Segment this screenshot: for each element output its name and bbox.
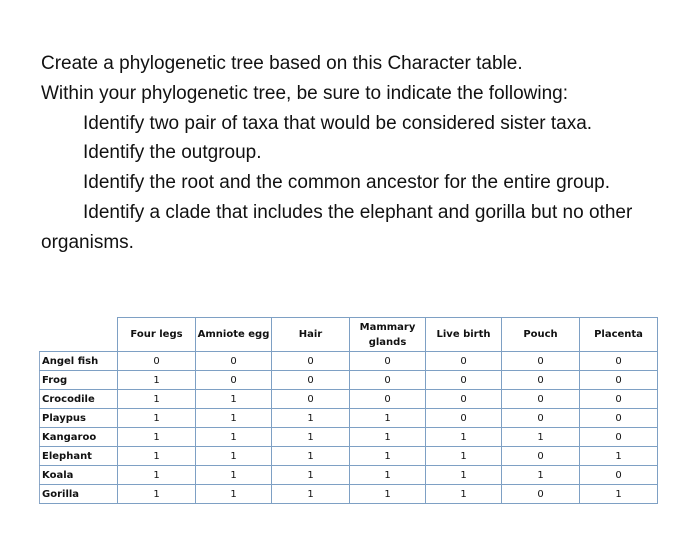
table-cell: 1 [580, 447, 658, 466]
table-cell: 0 [580, 428, 658, 447]
instructions [41, 49, 681, 258]
table-cell: 1 [350, 485, 426, 504]
table-cell: 0 [502, 409, 580, 428]
table-cell: 1 [426, 466, 502, 485]
table-cell: 0 [196, 352, 272, 371]
table-cell: 1 [196, 466, 272, 485]
table-cell: 1 [272, 409, 350, 428]
header-corner [40, 318, 118, 352]
character-table-container [39, 317, 658, 504]
table-cell: 0 [502, 390, 580, 409]
taxon-name: Kangaroo [40, 428, 118, 447]
table-row [40, 466, 658, 485]
table-cell: 1 [502, 466, 580, 485]
table-cell: 1 [196, 428, 272, 447]
table-row [40, 447, 658, 466]
table-cell: 0 [426, 409, 502, 428]
table-cell: 1 [196, 409, 272, 428]
table-cell: 1 [118, 390, 196, 409]
table-row [40, 371, 658, 390]
taxon-name: Gorilla [40, 485, 118, 504]
taxon-name: Elephant [40, 447, 118, 466]
table-cell: 0 [502, 352, 580, 371]
character-table [39, 317, 658, 504]
column-header: Mammary glands [350, 318, 426, 352]
table-cell: 0 [502, 485, 580, 504]
instruction-line-1: Create a phylogenetic tree based on this Character table. [41, 53, 523, 74]
instruction-item-clade: Identify a clade that includes the elephant and gorilla but no other organisms. [41, 201, 633, 253]
taxon-name: Angel fish [40, 352, 118, 371]
table-cell: 0 [350, 371, 426, 390]
table-cell: 1 [350, 428, 426, 447]
table-cell: 0 [580, 371, 658, 390]
column-header: Hair [272, 318, 350, 352]
table-cell: 1 [118, 485, 196, 504]
table-cell: 0 [426, 352, 502, 371]
table-cell: 0 [502, 447, 580, 466]
table-row [40, 352, 658, 371]
table-row [40, 485, 658, 504]
table-cell: 0 [580, 352, 658, 371]
table-cell: 0 [272, 352, 350, 371]
instruction-item-outgroup: Identify the outgroup. [83, 142, 262, 164]
taxon-name: Playpus [40, 409, 118, 428]
taxon-name: Crocodile [40, 390, 118, 409]
column-header: Four legs [118, 318, 196, 352]
table-cell: 0 [580, 390, 658, 409]
table-cell: 1 [350, 447, 426, 466]
column-header: Live birth [426, 318, 502, 352]
table-header-row [40, 318, 658, 352]
table-cell: 0 [426, 390, 502, 409]
table-cell: 1 [272, 485, 350, 504]
table-cell: 0 [502, 371, 580, 390]
column-header: Placenta [580, 318, 658, 352]
column-header: Amniote egg [196, 318, 272, 352]
table-row [40, 409, 658, 428]
table-cell: 0 [350, 352, 426, 371]
table-row [40, 428, 658, 447]
table-cell: 1 [272, 428, 350, 447]
instruction-item-root: Identify the root and the common ancestor for the entire group. [83, 172, 611, 194]
table-cell: 1 [426, 428, 502, 447]
table-cell: 0 [580, 466, 658, 485]
table-cell: 1 [118, 447, 196, 466]
table-cell: 1 [502, 428, 580, 447]
table-cell: 1 [196, 485, 272, 504]
table-cell: 0 [350, 390, 426, 409]
table-cell: 1 [580, 485, 658, 504]
table-cell: 1 [196, 447, 272, 466]
table-row [40, 390, 658, 409]
column-header: Pouch [502, 318, 580, 352]
taxon-name: Frog [40, 371, 118, 390]
instruction-item-sister-taxa: Identify two pair of taxa that would be considered sister taxa. [83, 112, 593, 134]
table-cell: 0 [118, 352, 196, 371]
taxon-name: Koala [40, 466, 118, 485]
table-cell: 1 [272, 447, 350, 466]
table-cell: 0 [196, 371, 272, 390]
table-cell: 1 [350, 409, 426, 428]
table-cell: 1 [350, 466, 426, 485]
table-cell: 0 [272, 390, 350, 409]
instruction-line-2: Within your phylogenetic tree, be sure to indicate the following: [41, 82, 569, 104]
table-cell: 0 [272, 371, 350, 390]
table-cell: 1 [118, 371, 196, 390]
table-cell: 0 [580, 409, 658, 428]
table-cell: 1 [426, 485, 502, 504]
table-cell: 0 [426, 371, 502, 390]
table-cell: 1 [196, 390, 272, 409]
table-cell: 1 [426, 447, 502, 466]
table-cell: 1 [118, 409, 196, 428]
table-cell: 1 [118, 466, 196, 485]
table-cell: 1 [272, 466, 350, 485]
table-cell: 1 [118, 428, 196, 447]
